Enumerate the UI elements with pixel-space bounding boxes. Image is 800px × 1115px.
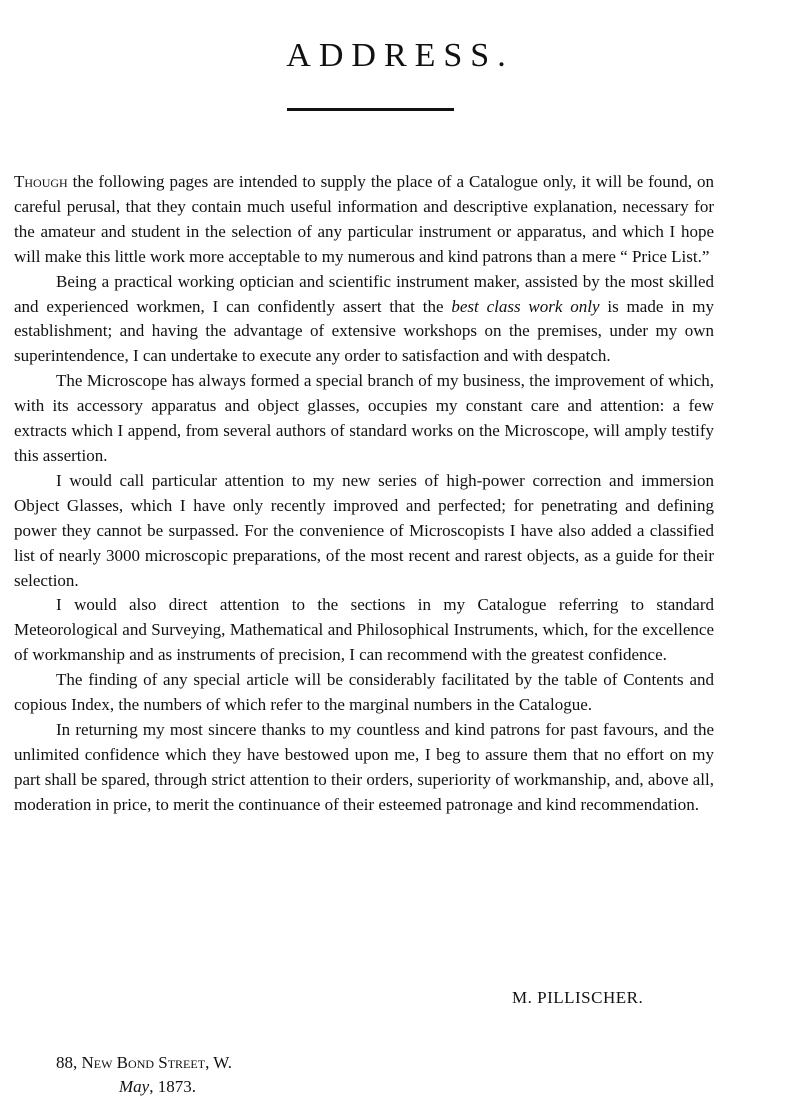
paragraph-5: I would also direct attention to the sections in my Catalogue referring to standard Meteorological and Surveying, Mathematical and Philosophical Instruments, which, for the excellence of workmanship and as instruments of precision, I can recommend with the greatest confidence. <box>14 595 714 665</box>
paragraph-1 <box>14 170 714 270</box>
address-suffix: , W. <box>205 1053 232 1072</box>
paragraph-1-lead: Though <box>14 172 68 191</box>
paragraph-6: The finding of any special article will be considerably facilitated by the table of Contents and copious Index, the numbers of which refer to the marginal numbers in the Catalogue. <box>14 670 714 715</box>
page-title: ADDRESS. <box>286 36 514 74</box>
paragraph-3: The Microscope has always formed a special branch of my business, the improvement of which, with its accessory apparatus and object glasses, occupies my constant care and attention: a few extracts which I append, from several authors of standard works on the Microscope, will amply testify this assertion. <box>14 371 714 465</box>
signature: M. PILLISCHER. <box>512 988 644 1007</box>
paragraph-7: In returning my most sincere thanks to my countless and kind patrons for past favours, and the unlimited confidence which they have bestowed upon me, I beg to assure them that no effort on my part shall be spared, through strict attention to their orders, superiority of workmanship, and, above all, moderation in price, to merit the continuance of their esteemed patronage and kind recommendation. <box>14 719 714 814</box>
paragraph-2-after: is made in my establishment; and having the advantage of extensive workshops on the premises, under my own superintendence, I can undertake to execute any order to satisfaction and with despatch. <box>14 296 714 366</box>
paragraph-2-emphasis: best class work only <box>451 296 600 316</box>
paragraph-4: I would call particular attention to my new series of high-power correction and immersion Object Glasses, which I have only recently improved and perfected; for penetrating and defining power they cannot be surpassed. For the convenience of Microscopists I have also added a classified list of nearly 3000 microscopic preparations, of the most recent and rarest objects, as a guide for their selection. <box>14 470 714 590</box>
paragraph-1-text: the following pages are intended to supply the place of a Catalogue only, it will be found, on careful perusal, that they contain much useful information and descriptive explanation, necessary for the amateur and student in the selection of any particular instrument or apparatus, and which I hope will make this little work more acceptable to my numerous and kind patrons than a mere “ Price List.” <box>14 172 714 266</box>
address-street: New Bond Street <box>81 1053 206 1072</box>
address-number: 88, <box>56 1053 78 1072</box>
address-year: , 1873. <box>149 1077 196 1096</box>
title-rule <box>287 108 454 111</box>
paragraph-2 <box>14 270 714 370</box>
address-street-line <box>56 1053 232 1073</box>
address-date-line <box>119 1077 196 1097</box>
paragraph-2-before: Being a practical working optician and scientific instrument maker, assisted by the most skilled and experienced workmen, I can confidently assert that the <box>14 271 714 316</box>
address-body <box>14 170 714 818</box>
address-month: May <box>119 1077 150 1096</box>
